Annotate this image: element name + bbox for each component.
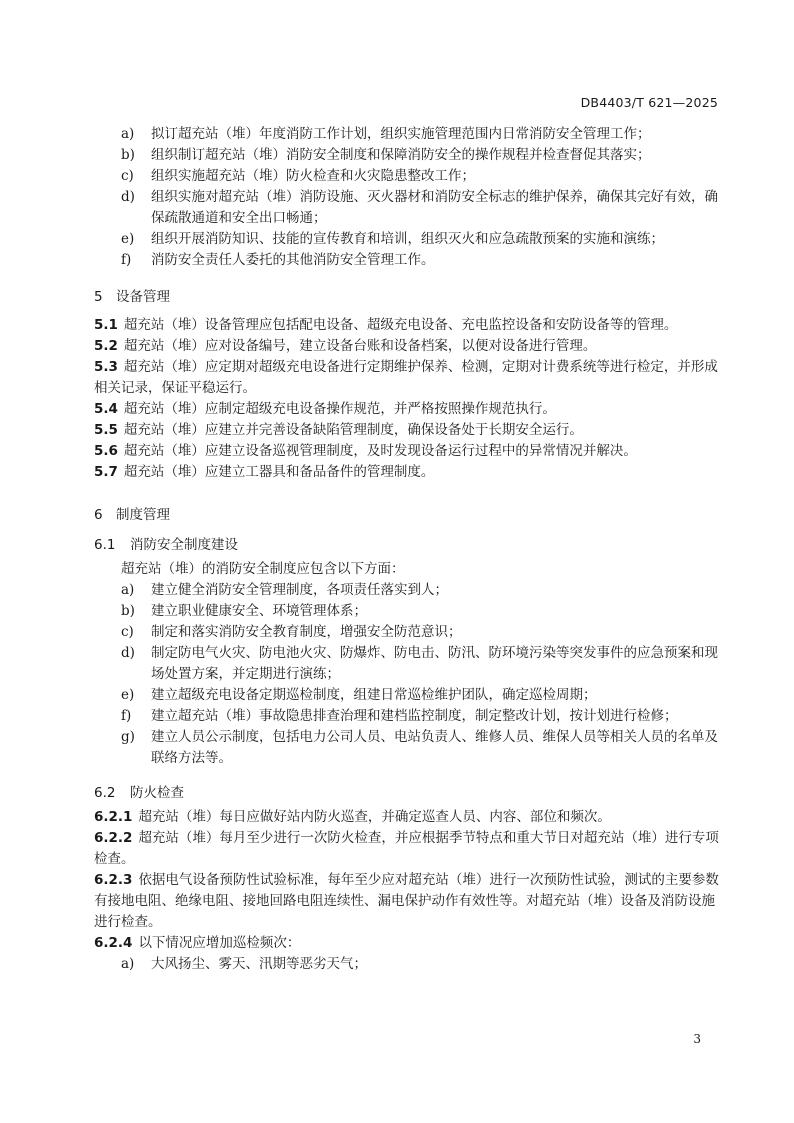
- subsection-6-1-heading: 6.1 消防安全制度建设: [94, 537, 238, 553]
- clause: 5.6 超充站（堆）应建立设备巡视管理制度，及时发现设备运行过程中的异常情况并解决。: [94, 443, 637, 459]
- clause: 6.2.3 依据电气设备预防性试验标准，每年至少应对超充站（堆）进行一次预防性试验，测试的主要参数有接地电阻、绝缘电阻、接地回路电阻连续性、漏电保护动作有效性等。对超充站（堆）设备及消防设施进行检查。: [94, 872, 719, 930]
- inspection-frequency-list: [94, 954, 720, 975]
- safety-system-list: [94, 580, 720, 769]
- list-item: d) 组织实施对超充站（堆）消防设施、灭火器材和消防安全标志的维护保养，确保其完好有效，确保疏散通道和安全出口畅通；: [121, 189, 718, 226]
- responsibility-list: [94, 124, 720, 271]
- clause: 5.1 超充站（堆）设备管理应包括配电设备、超级充电设备、充电监控设备和安防设备等的管理。: [94, 317, 678, 333]
- list-item: b) 组织制订超充站（堆）消防安全制度和保障消防安全的操作规程并检查督促其落实；: [121, 147, 651, 163]
- subsection-6-2-heading: 6.2 防火检查: [94, 785, 184, 801]
- clause: 5.3 超充站（堆）应定期对超级充电设备进行定期维护保养、检测，定期对计费系统等进行检定，并形成相关记录，保证平稳运行。: [94, 359, 718, 396]
- list-item: a) 建立健全消防安全管理制度，各项责任落实到人；: [121, 582, 448, 598]
- clause: 5.5 超充站（堆）应建立并完善设备缺陷管理制度，确保设备处于长期安全运行。: [94, 422, 583, 438]
- clause: 5.4 超充站（堆）应制定超级充电设备操作规范，并严格按照操作规范执行。: [94, 401, 556, 417]
- clause: 6.2.4 以下情况应增加巡检频次：: [94, 935, 301, 951]
- clause: 5.7 超充站（堆）应建立工器具和备品备件的管理制度。: [94, 464, 435, 480]
- document-body: [94, 124, 720, 975]
- list-item: a) 大风扬尘、雾天、汛期等恶劣天气；: [121, 956, 367, 972]
- clause: 6.2.1 超充站（堆）每日应做好站内防火巡查，并确定巡查人员、内容、部位和频次。: [94, 809, 611, 825]
- list-item: e) 建立超级充电设备定期巡检制度，组建日常巡检维护团队，确定巡检周期；: [121, 687, 597, 703]
- list-item: c) 组织实施超充站（堆）防火检查和火灾隐患整改工作；: [121, 168, 475, 184]
- section-5-clauses: [94, 315, 720, 483]
- list-item: c) 制定和落实消防安全教育制度，增强安全防范意识；: [121, 624, 462, 640]
- list-item: a) 拟订超充站（堆）年度消防工作计划，组织实施管理范围内日常消防安全管理工作；: [121, 126, 651, 142]
- list-item: g) 建立人员公示制度，包括电力公司人员、电站负责人、维修人员、维保人员等相关人员的名单及联络方法等。: [121, 729, 718, 766]
- list-item: e) 组织开展消防知识、技能的宣传教育和培训，组织灭火和应急疏散预案的实施和演练；: [121, 231, 664, 247]
- section-5-heading: 5 设备管理: [94, 289, 170, 305]
- clause: 5.2 超充站（堆）应对设备编号，建立设备台账和设备档案，以便对设备进行管理。: [94, 338, 597, 354]
- subsection-intro: 超充站（堆）的消防安全制度应包含以下方面：: [121, 561, 405, 577]
- list-item: f) 消防安全责任人委托的其他消防安全管理工作。: [121, 252, 435, 268]
- clause: 6.2.2 超充站（堆）每月至少进行一次防火检查，并应根据季节特点和重大节日对超充站（堆）进行专项检查。: [94, 830, 719, 867]
- section-6-2-clauses: [94, 807, 720, 954]
- section-6-heading: 6 制度管理: [94, 507, 170, 523]
- list-item: b) 建立职业健康安全、环境管理体系；: [121, 603, 367, 619]
- document-code: DB4403/T 621—2025: [580, 95, 718, 110]
- page-number: 3: [693, 1032, 701, 1046]
- list-item: f) 建立超充站（堆）事故隐患排查治理和建档监控制度，制定整改计划，按计划进行检修；: [121, 708, 678, 724]
- list-item: d) 制定防电气火灾、防电池火灾、防爆炸、防电击、防汛、防环境污染等突发事件的应急预案和现场处置方案，并定期进行演练；: [121, 645, 718, 682]
